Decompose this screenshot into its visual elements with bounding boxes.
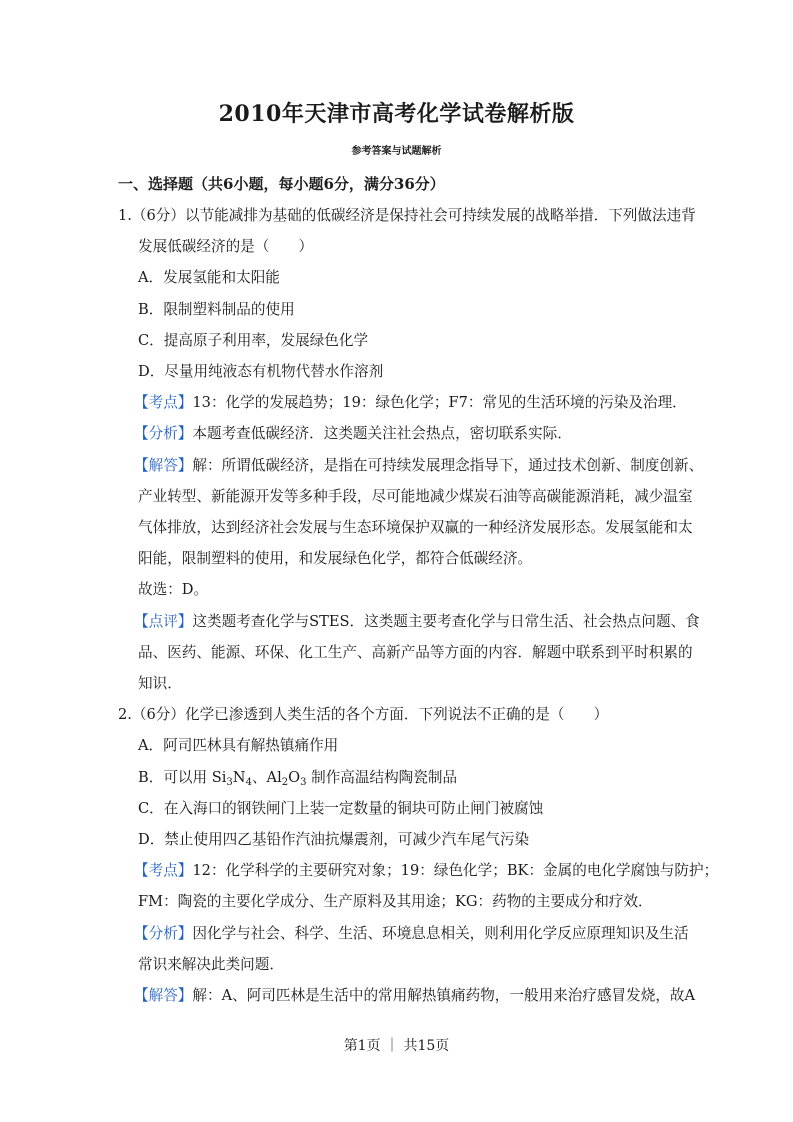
annotation-line	[134, 855, 719, 886]
annotation-tag: 【分析】	[134, 924, 193, 942]
document-subtitle: 参考答案与试题解析	[351, 146, 442, 157]
annotation-tag: 【分析】	[134, 425, 193, 443]
line-text: N	[232, 768, 246, 786]
text-line	[138, 325, 672, 356]
line-text: FM：陶瓷的主要化学成分、生产原料及其用途；KG：药物的主要成分和疗效．	[138, 893, 653, 911]
text-line	[138, 886, 672, 917]
line-text: 、Al	[251, 768, 282, 786]
text-line	[138, 793, 672, 824]
page-footer: 第1页 ｜ 共15页	[343, 1038, 450, 1054]
line-text: 13：化学的发展趋势；19：绿色化学；F7：常见的生活环境的污染及治理．	[192, 394, 687, 412]
line-text: 1.（6分）以节能减排为基础的低碳经济是保持社会可持续发展的战略举措．下列做法违背	[118, 207, 696, 224]
subscript: 3	[226, 776, 233, 788]
annotation-tag: 【解答】	[134, 987, 193, 1004]
line-text: 品、医药、能源、环保、化工生产、高新产品等方面的内容．解题中联系到平时积累的	[138, 643, 693, 661]
line-text: 故选：D。	[138, 581, 209, 599]
text-line	[138, 824, 672, 855]
document-title: 2010年天津市高考化学试卷解析版	[218, 101, 575, 127]
line-text: 因化学与社会、科学、生活、环境息息相关，则利用化学反应原理知识及生活	[192, 924, 689, 942]
subscript: 2	[281, 776, 289, 788]
line-text: 12：化学科学的主要研究对象；19：绿色化学；BK：金属的电化学腐蚀与防护；	[192, 862, 719, 880]
line-text: D．尽量用纯液态有机物代替水作溶剂	[138, 363, 384, 380]
text-line	[138, 637, 693, 668]
line-text: A．阿司匹林具有解热镇痛作用	[138, 737, 339, 755]
line-text: C．在入海口的钢铁闸门上装一定数量的铜块可防止闸门被腐蚀	[138, 799, 544, 817]
text-line	[138, 262, 672, 293]
line-text: 解：A、阿司匹林是生活中的常用解热镇痛药物，一般用来治疗感冒发烧，故A	[192, 987, 696, 1004]
line-text: 这类题考查化学与STES．这类题主要考查化学与日常生活、社会热点问题、食	[192, 612, 700, 630]
annotation-tag: 【考点】	[134, 394, 193, 412]
line-text: 2.（6分）化学已渗透到人类生活的各个方面．下列说法不正确的是（ ）	[118, 706, 609, 724]
line-text: B．可以用 Si	[138, 768, 227, 786]
text-line	[138, 481, 693, 512]
line-text: 气体排放，达到经济社会发展与生态环境保护双赢的一种经济发展形态。发展氢能和太	[138, 519, 693, 536]
section-heading: 一、选择题（共6小题，每小题6分，满分36分）	[118, 175, 445, 193]
question-line	[118, 699, 672, 730]
annotation-line	[134, 387, 687, 418]
question-line	[118, 200, 696, 231]
line-text: 发展低碳经济的是（ ）	[138, 238, 314, 256]
annotation-line	[134, 418, 672, 449]
text-line	[138, 668, 672, 699]
text-line	[138, 356, 672, 387]
line-text: 本题考查低碳经济．这类题关注社会热点，密切联系实际．	[192, 425, 572, 443]
line-text: 解：所谓低碳经济，是指在可持续发展理念指导下，通过技术创新、制度创新、	[192, 456, 704, 474]
text-line	[138, 574, 672, 605]
line-text: A．发展氢能和太阳能	[138, 269, 280, 287]
text-line	[138, 543, 672, 574]
subscript: 4	[245, 776, 252, 788]
line-text: 制作高温结构陶瓷制品	[306, 768, 458, 786]
text-line	[138, 762, 672, 793]
annotation-tag: 【解答】	[134, 456, 193, 474]
annotation-tag: 【考点】	[134, 862, 193, 880]
line-text: B．限制塑料制品的使用	[138, 300, 295, 318]
line-text: C．提高原子利用率，发展绿色化学	[138, 331, 369, 349]
subscript: 3	[300, 776, 307, 788]
line-text: 阳能，限制塑料的使用，和发展绿色化学，都符合低碳经济。	[138, 550, 533, 568]
text-line	[138, 730, 672, 761]
line-text: 常识来解决此类问题．	[138, 955, 284, 973]
line-text: 产业转型、新能源开发等多种手段，尽可能地减少煤炭石油等高碳能源消耗，减少温室	[138, 487, 693, 505]
annotation-line	[134, 918, 689, 949]
line-text: D．禁止使用四乙基铅作汽油抗爆震剂，可减少汽车尾气污染	[138, 831, 530, 848]
text-line	[138, 949, 672, 980]
line-text: 知识．	[138, 675, 182, 692]
annotation-line	[134, 450, 704, 481]
annotation-tag: 【点评】	[134, 612, 193, 630]
annotation-line	[134, 606, 700, 637]
line-text: O	[288, 768, 301, 786]
text-line	[138, 512, 693, 543]
annotation-line	[134, 980, 696, 1011]
text-line	[138, 294, 672, 325]
text-line	[138, 231, 672, 262]
